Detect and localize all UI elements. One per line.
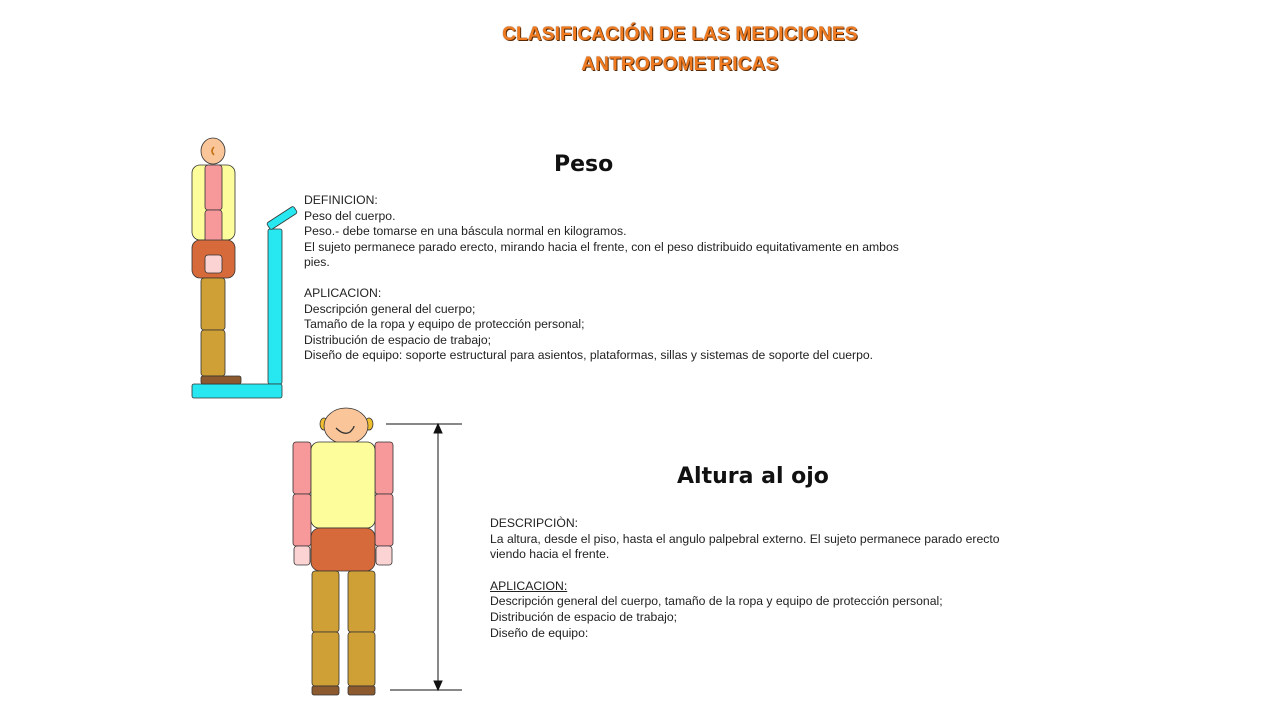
- peso-definicion-line: pies.: [304, 255, 330, 270]
- page-title-line-2: ANTROPOMETRICAS: [581, 54, 779, 75]
- peso-definicion-line: El sujeto permanece parado erecto, mirando hacia el frente, con el peso distribuido equitativamente en ambos: [304, 239, 899, 254]
- altura-aplicacion-line: Descripción general del cuerpo, tamaño de la ropa y equipo de protección personal;: [490, 594, 943, 609]
- altura-descripcion-label: DESCRIPCIÒN:: [490, 516, 579, 530]
- person-front-figure: [293, 408, 393, 695]
- peso-definicion-line: Peso del cuerpo.: [304, 208, 396, 223]
- eye-height-dimension-line: [386, 424, 462, 690]
- altura-text-block: [490, 516, 1000, 641]
- peso-aplicacion-line: Tamaño de la ropa y equipo de protección personal;: [304, 317, 585, 332]
- altura-aplicacion-line: Diseño de equipo:: [490, 625, 589, 640]
- peso-aplicacion-line: Diseño de equipo: soporte estructural para asientos, plataformas, sillas y sistemas de soporte del cuerpo.: [304, 348, 874, 363]
- altura-descripcion-line: viendo hacia el frente.: [490, 547, 610, 562]
- peso-definicion-line: Peso.- debe tomarse en una báscula normal en kilogramos.: [304, 224, 627, 239]
- peso-aplicacion-label: APLICACION:: [304, 285, 382, 300]
- altura-heading: Altura al ojo: [677, 464, 829, 489]
- person-on-scale-figure: [192, 138, 298, 398]
- peso-heading: Peso: [554, 152, 614, 177]
- peso-aplicacion-line: Descripción general del cuerpo;: [304, 301, 476, 316]
- altura-descripcion-line: La altura, desde el piso, hasta el angulo palpebral externo. El sujeto permanece parado erecto: [490, 531, 1000, 546]
- peso-text-block: [304, 193, 899, 364]
- peso-aplicacion-line: Distribución de espacio de trabajo;: [304, 332, 491, 347]
- page-title-line-1: CLASIFICACIÓN DE LAS MEDICIONES: [502, 24, 858, 45]
- altura-aplicacion-label: APLICACION:: [490, 578, 568, 593]
- peso-definicion-label: DEFINICION:: [304, 193, 378, 207]
- altura-aplicacion-line: Distribución de espacio de trabajo;: [490, 609, 677, 624]
